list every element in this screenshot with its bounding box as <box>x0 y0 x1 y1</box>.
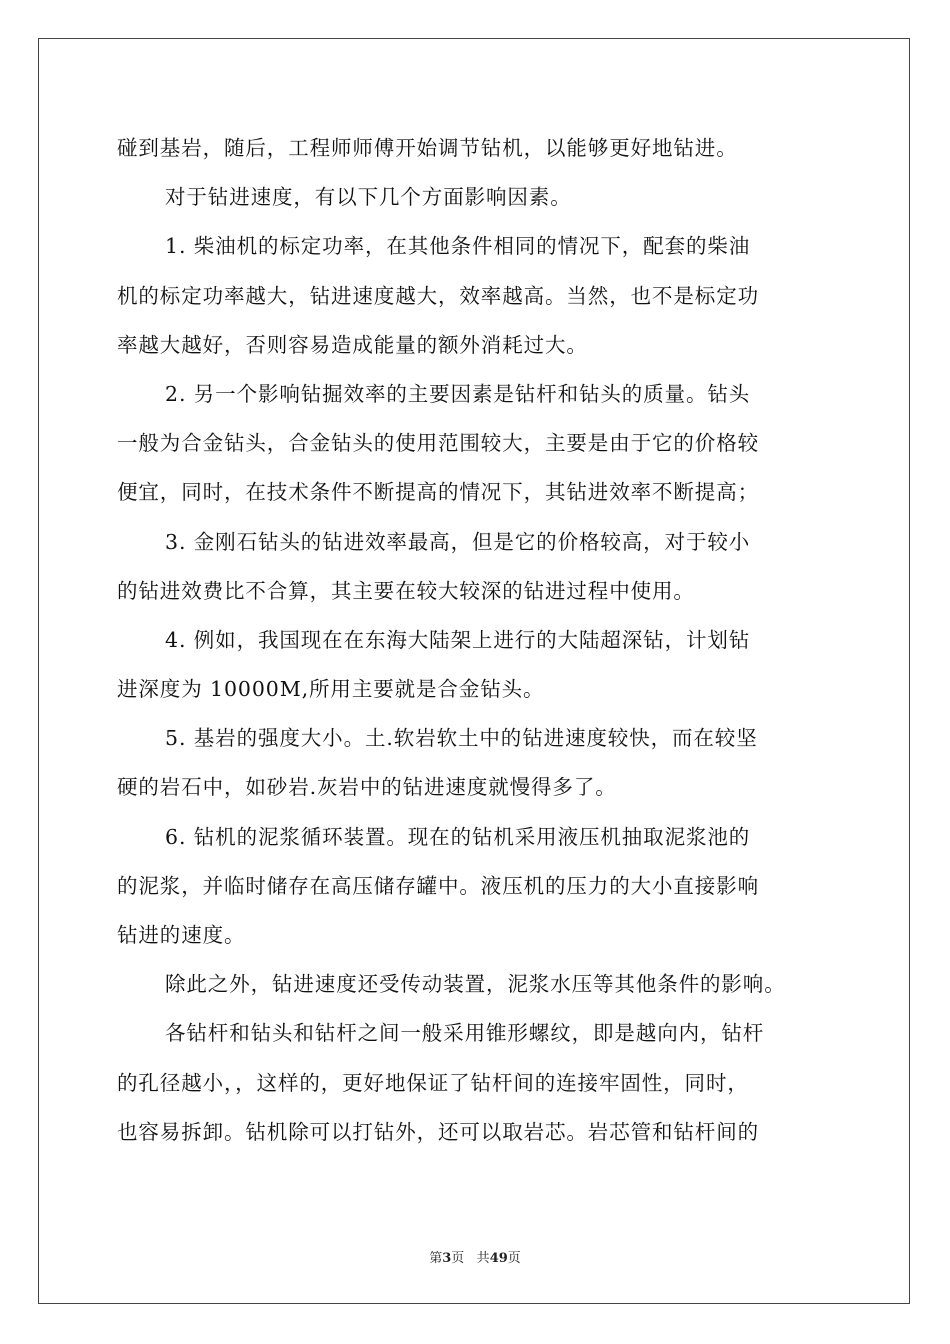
text-line: 硬的岩石中，如砂岩.灰岩中的钻进速度就慢得多了。 <box>117 775 617 800</box>
text-line: 2. 另一个影响钻掘效率的主要因素是钻杆和钻头的质量。钻头 <box>165 381 751 406</box>
text-line: 进深度为 10000M,所用主要就是合金钻头。 <box>117 677 545 702</box>
text-line: 的钻进效费比不合算，其主要在较大较深的钻进过程中使用。 <box>117 578 695 603</box>
text-line: 除此之外，钻进速度还受传动装置，泥浆水压等其他条件的影响。 <box>165 972 786 997</box>
text-line: 3. 金刚石钻头的钻进效率最高，但是它的价格较高，对于较小 <box>165 529 751 554</box>
document-body <box>117 124 837 1157</box>
total-prefix: 共 <box>476 1251 490 1266</box>
total-pages: 49 <box>489 1251 508 1266</box>
text-line: 的孔径越小，，这样的，更好地保证了钻杆间的连接牢固性，同时， <box>117 1070 749 1095</box>
text-line: 钻进的速度。 <box>117 923 246 947</box>
text-line: 6. 钻机的泥浆循环装置。现在的钻机采用液压机抽取泥浆池的 <box>165 824 751 849</box>
text-line: 的泥浆，并临时储存在高压储存罐中。液压机的压力的大小直接影响 <box>117 873 759 898</box>
text-line: 一般为合金钻头，合金钻头的使用范围较大，主要是由于它的价格较 <box>117 431 759 456</box>
text-line: 碰到基岩，随后，工程师师傅开始调节钻机，以能够更好地钻进。 <box>117 136 738 160</box>
page-number: 3 <box>442 1251 452 1266</box>
text-line: 1. 柴油机的标定功率，在其他条件相同的情况下，配套的柴油 <box>165 234 751 259</box>
text-line: 机的标定功率越大，钻进速度越大，效率越高。当然，也不是标定功 <box>117 283 759 308</box>
text-line: 4. 例如，我国现在在东海大陆架上进行的大陆超深钻，计划钻 <box>165 627 751 652</box>
page-suffix: 页 <box>451 1251 465 1266</box>
text-line: 对于钻进速度，有以下几个方面影响因素。 <box>165 185 572 210</box>
text-line: 5. 基岩的强度大小。土.软岩软土中的钻进速度较快，而在较坚 <box>165 726 758 751</box>
text-line: 各钻杆和钻头和钻杆之间一般采用锥形螺纹，即是越向内，钻杆 <box>165 1021 765 1046</box>
text-line: 率越大越好，否则容易造成能量的额外消耗过大。 <box>117 332 588 357</box>
text-line: 也容易拆卸。钻机除可以打钻外，还可以取岩芯。岩芯管和钻杆间的 <box>117 1119 759 1144</box>
total-suffix: 页 <box>507 1251 521 1266</box>
page-footer <box>0 1247 950 1266</box>
text-line: 便宜，同时，在技术条件不断提高的情况下，其钻进效率不断提高； <box>117 480 759 505</box>
page-prefix: 第 <box>429 1251 443 1266</box>
